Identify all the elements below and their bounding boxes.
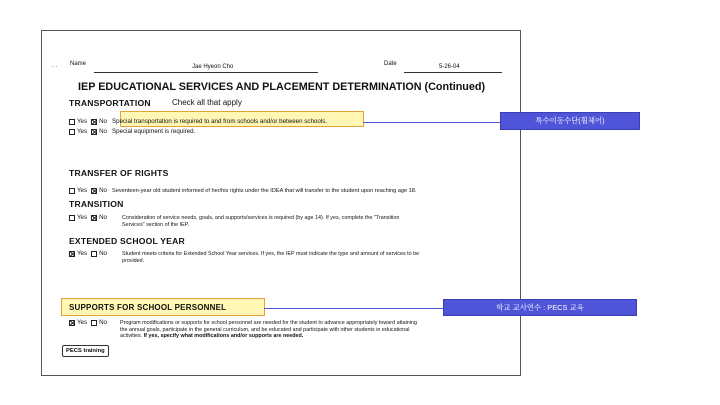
esy-text-line-2: provided. bbox=[122, 257, 145, 264]
no-label: No bbox=[99, 187, 108, 195]
yes-label: Yes bbox=[77, 250, 88, 257]
no-label: No bbox=[99, 250, 108, 257]
esy-no-checkbox[interactable] bbox=[91, 251, 97, 257]
transportation-instruction: Check all that apply bbox=[172, 98, 242, 107]
transition-row bbox=[69, 214, 111, 232]
transport-equipment-no-checkbox[interactable] bbox=[91, 129, 97, 135]
date-label: Date bbox=[384, 61, 397, 67]
date-field-line bbox=[404, 72, 502, 73]
transport-equipment-text: Special equipment is required. bbox=[112, 128, 196, 136]
transport-special-text: Special transportation is required to and from schools and/or between schools. bbox=[112, 118, 327, 126]
handwritten-pecs-training: PECS training bbox=[62, 345, 109, 357]
name-field-line bbox=[94, 72, 318, 73]
no-label: No bbox=[99, 118, 108, 126]
corner-marks: . . bbox=[52, 63, 58, 69]
supports-text-line-2: the annual goals, participate in the general curriculum, and be educated and participate with other students in educational bbox=[120, 326, 410, 333]
transfer-of-rights-row bbox=[69, 182, 420, 200]
transition-text-line-2: Services" section of the IEP. bbox=[122, 221, 190, 228]
esy-text-line-1: Student meets criteria for Extended School Year services. If yes, the IEP must indicate the type and amount of services to be bbox=[122, 251, 420, 257]
transition-yes-checkbox[interactable] bbox=[69, 215, 75, 221]
supports-yes-checkbox[interactable] bbox=[69, 320, 75, 326]
supports-text bbox=[120, 320, 417, 340]
transfer-yes-checkbox[interactable] bbox=[69, 188, 75, 194]
transition-text-line-1: Consideration of service needs, goals, and supports/services is required (by age 14). If yes, complete the "Transition bbox=[122, 215, 400, 221]
transition-no-checkbox[interactable] bbox=[91, 215, 97, 221]
supports-no-checkbox[interactable] bbox=[91, 320, 97, 326]
transition-heading: TRANSITION bbox=[69, 199, 124, 209]
no-label: No bbox=[99, 214, 108, 221]
yes-label: Yes bbox=[77, 118, 88, 126]
transport-callout-connector bbox=[363, 122, 500, 123]
transfer-of-rights-text: Seventeen-year old student informed of her/his rights under the IDEA that will transfer to the student upon reaching age 18. bbox=[112, 187, 417, 194]
yes-label: Yes bbox=[77, 187, 88, 195]
supports-text-line-3: activities. If yes, specify what modifications and/or supports are needed. bbox=[120, 333, 304, 340]
iep-document-page bbox=[41, 30, 521, 376]
supports-callout: 학교 교사연수 : PECS 교육 bbox=[443, 299, 637, 316]
yes-label: Yes bbox=[77, 319, 88, 326]
transfer-of-rights-heading: TRANSFER OF RIGHTS bbox=[69, 168, 169, 178]
transportation-row-2 bbox=[69, 123, 199, 141]
transition-text bbox=[122, 215, 399, 228]
yes-label: Yes bbox=[77, 128, 88, 136]
document-title: IEP EDUCATIONAL SERVICES AND PLACEMENT DETERMINATION (Continued) bbox=[78, 81, 486, 93]
supports-callout-connector bbox=[264, 308, 444, 309]
date-value: 5-26-04 bbox=[439, 64, 460, 70]
supports-text-line-1: Program modifications or supports for school personnel are needed for the student to advance appropriately toward attaining bbox=[120, 320, 417, 326]
esy-yes-checkbox[interactable] bbox=[69, 251, 75, 257]
name-label: Name bbox=[70, 61, 87, 67]
supports-heading: SUPPORTS FOR SCHOOL PERSONNEL bbox=[69, 303, 227, 312]
extended-school-year-row bbox=[69, 250, 111, 268]
supports-row bbox=[69, 319, 111, 337]
name-value: Jae Hyeon Cho bbox=[192, 64, 234, 70]
transportation-heading: TRANSPORTATION bbox=[69, 98, 151, 108]
transport-callout: 특수이동수단(휠체어) bbox=[500, 112, 640, 130]
extended-school-year-text bbox=[122, 251, 419, 264]
supports-specify-instruction: If yes, specify what modifications and/or supports are needed. bbox=[143, 333, 304, 340]
no-label: No bbox=[99, 319, 108, 326]
transport-equipment-yes-checkbox[interactable] bbox=[69, 129, 75, 135]
no-label: No bbox=[99, 128, 108, 136]
extended-school-year-heading: EXTENDED SCHOOL YEAR bbox=[69, 236, 185, 246]
transfer-no-checkbox[interactable] bbox=[91, 188, 97, 194]
yes-label: Yes bbox=[77, 214, 88, 221]
